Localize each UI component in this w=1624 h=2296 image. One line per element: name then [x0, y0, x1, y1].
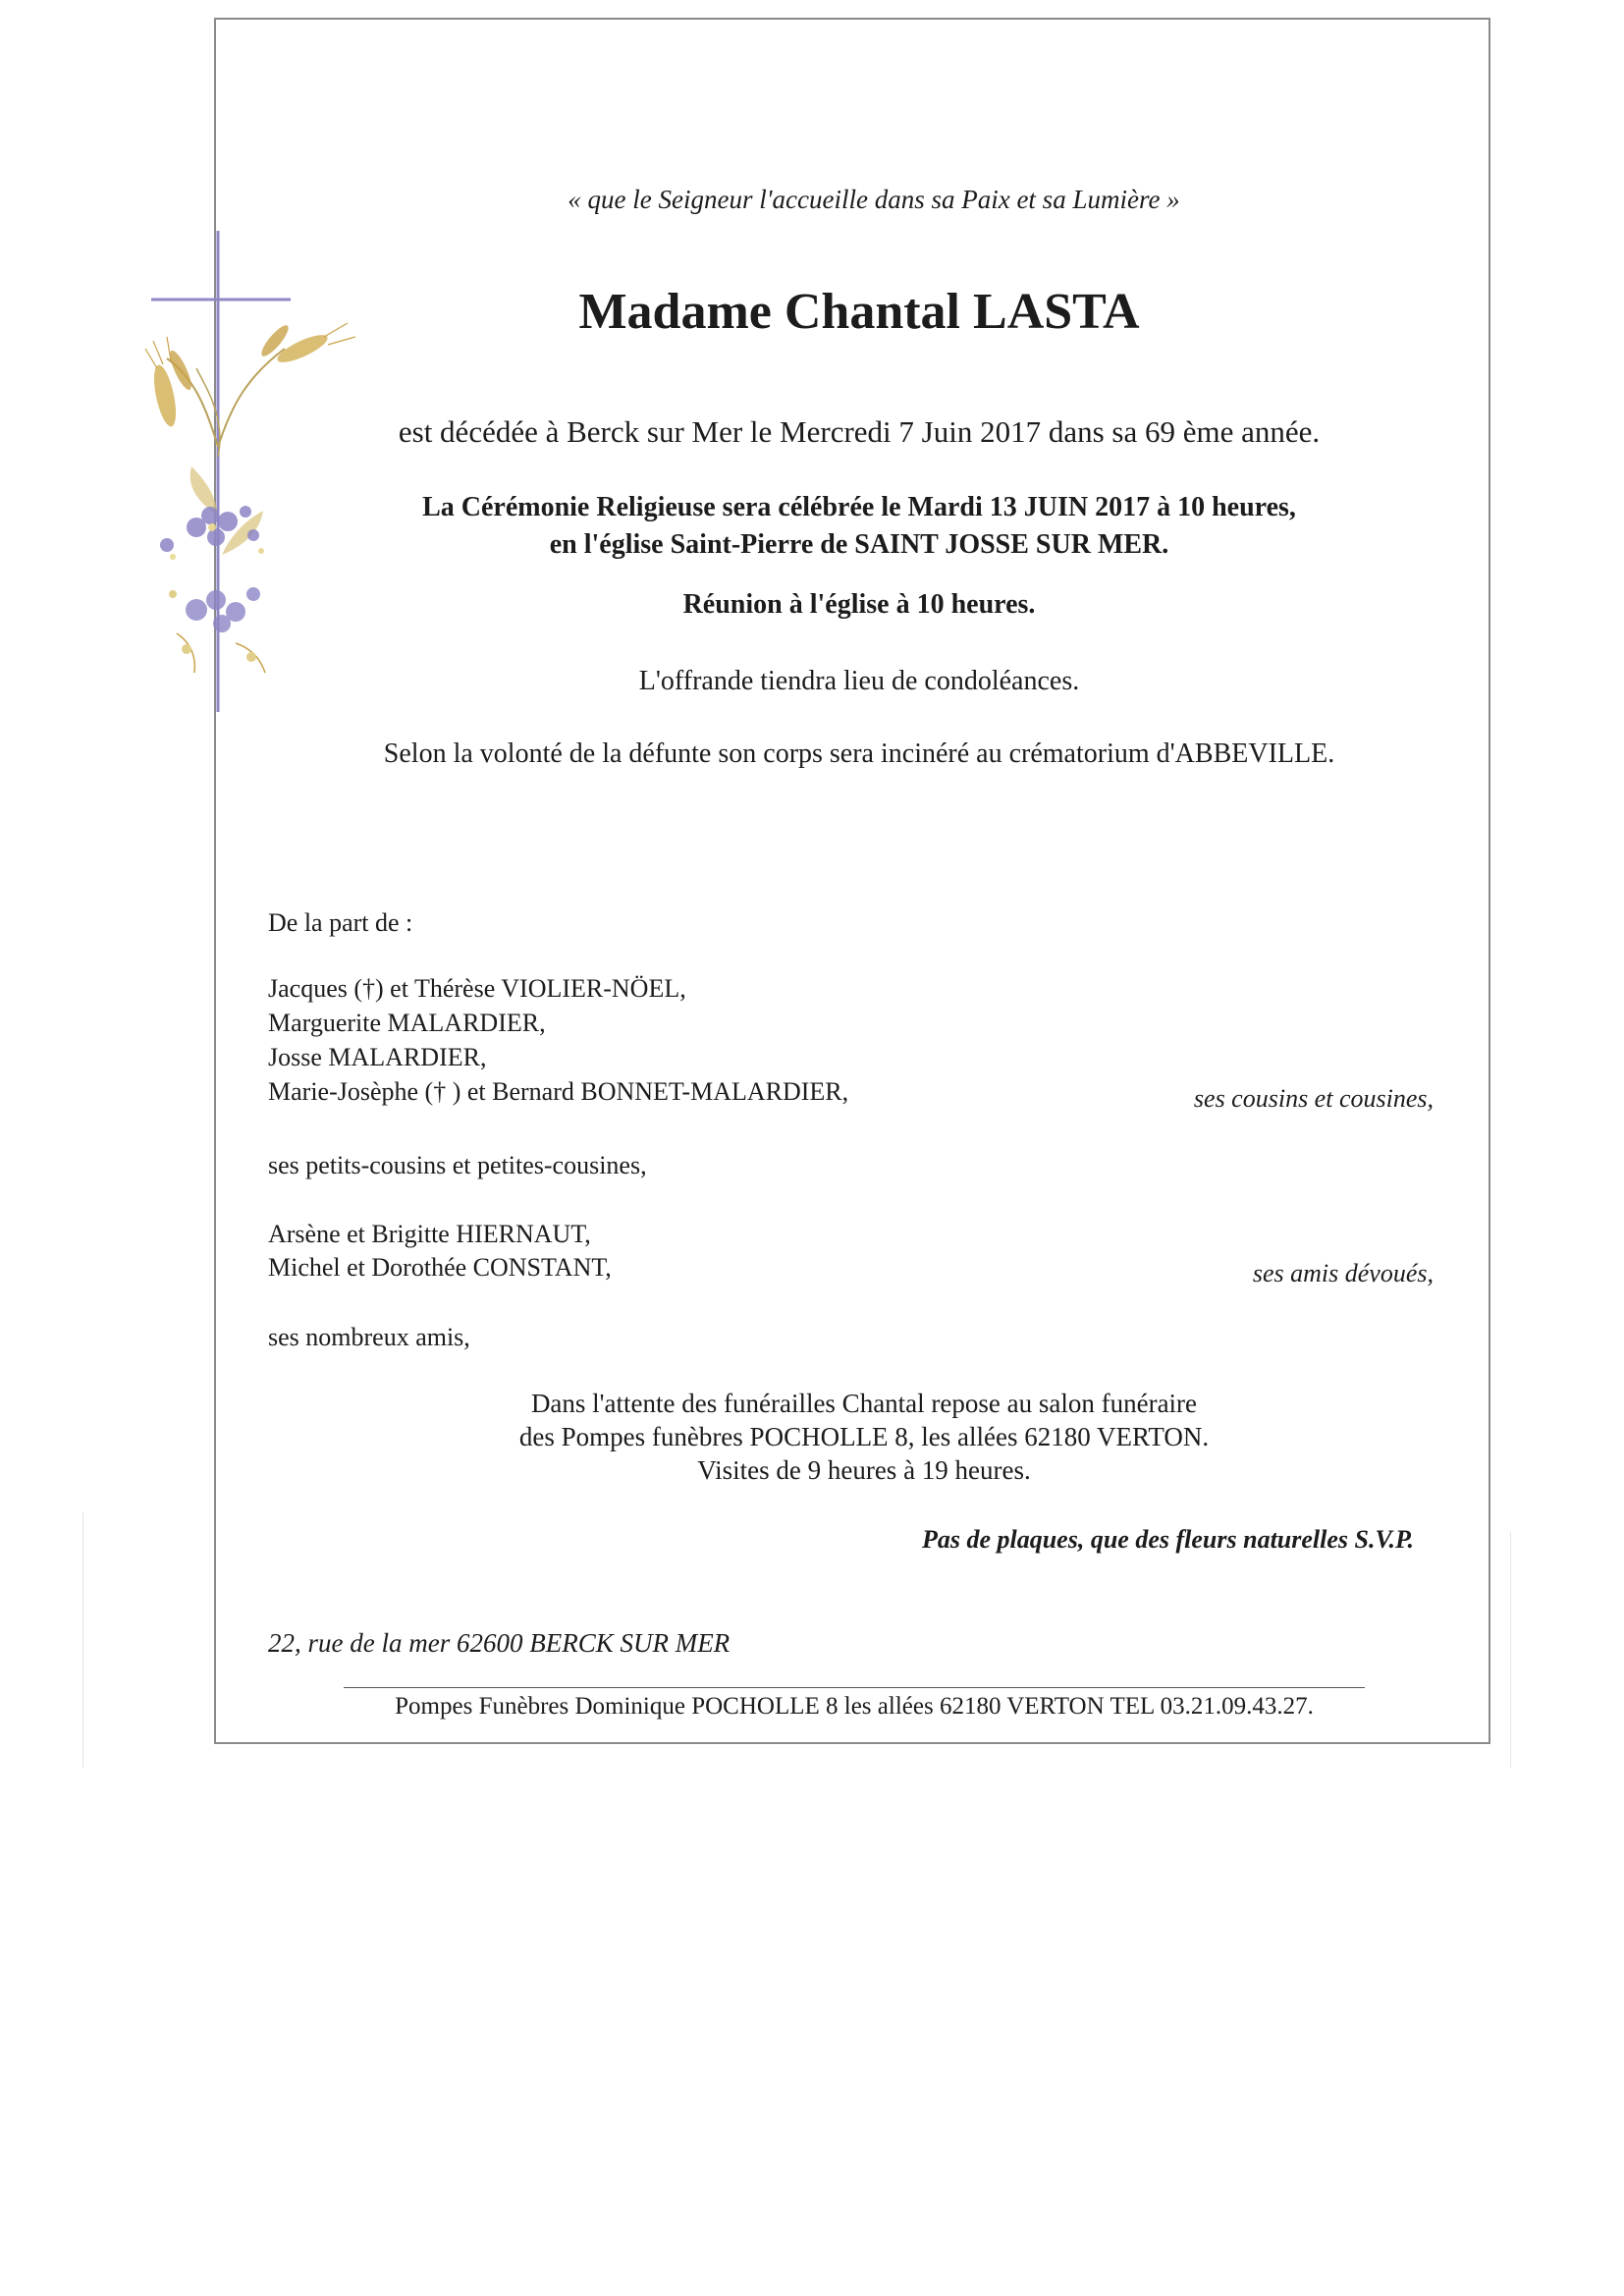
epigraph-quote: « que le Seigneur l'accueille dans sa Paix et sa Lumière »	[568, 185, 1180, 214]
family-address: 22, rue de la mer 62600 BERCK SUR MER	[268, 1628, 731, 1658]
family-line: Marguerite MALARDIER,	[268, 1009, 546, 1037]
family-line: Marie-Josèphe († ) et Bernard BONNET-MALARDIER,	[268, 1077, 849, 1106]
scan-edge-left	[82, 1512, 83, 1768]
visitation-line-2: des Pompes funèbres POCHOLLE 8, les allées 62180 VERTON.	[518, 1422, 1210, 1451]
flowers-request: Pas de plaques, que des fleurs naturelles S.V.P.	[921, 1525, 1414, 1554]
from-label: De la part de :	[268, 908, 413, 937]
family-line: ses nombreux amis,	[268, 1323, 470, 1351]
cross-with-wheat-and-flowers-icon	[137, 221, 373, 732]
funeral-home-footer: Pompes Funèbres Dominique POCHOLLE 8 les allées 62180 VERTON TEL 03.21.09.43.27.	[395, 1693, 1314, 1720]
visitation-line-1: Dans l'attente des funérailles Chantal repose au salon funéraire	[530, 1389, 1198, 1418]
family-line: Jacques (†) et Thérèse VIOLIER-NÖEL,	[268, 974, 686, 1003]
scan-edge-right	[1510, 1532, 1511, 1768]
ceremony-line-2: en l'église Saint-Pierre de SAINT JOSSE SUR MER.	[549, 529, 1169, 560]
ceremony-info	[353, 489, 1365, 564]
cousins-relation: ses cousins et cousines,	[1193, 1084, 1434, 1113]
cremation-note: Selon la volonté de la défunte son corps sera incinéré au crématorium d'ABBEVILLE.	[383, 738, 1335, 769]
friends-relation: ses amis dévoués,	[1252, 1259, 1434, 1287]
footer-divider	[344, 1687, 1365, 1688]
death-statement: est décédée à Berck sur Mer le Mercredi 7 Juin 2017 dans sa 69 ème année.	[398, 414, 1321, 449]
family-line: Michel et Dorothée CONSTANT,	[268, 1253, 612, 1282]
offering-note: L'offrande tiendra lieu de condoléances.	[638, 666, 1080, 696]
family-line: Arsène et Brigitte HIERNAUT,	[268, 1220, 591, 1248]
reunion-info: Réunion à l'église à 10 heures.	[682, 589, 1036, 620]
family-line: ses petits-cousins et petites-cousines,	[268, 1151, 647, 1179]
visitation-info	[373, 1387, 1355, 1487]
visitation-line-3: Visites de 9 heures à 19 heures.	[697, 1455, 1031, 1485]
ceremony-line-1: La Cérémonie Religieuse sera célébrée le Mardi 13 JUIN 2017 à 10 heures,	[422, 492, 1296, 522]
family-line: Josse MALARDIER,	[268, 1043, 487, 1071]
deceased-name: Madame Chantal LASTA	[578, 284, 1140, 340]
